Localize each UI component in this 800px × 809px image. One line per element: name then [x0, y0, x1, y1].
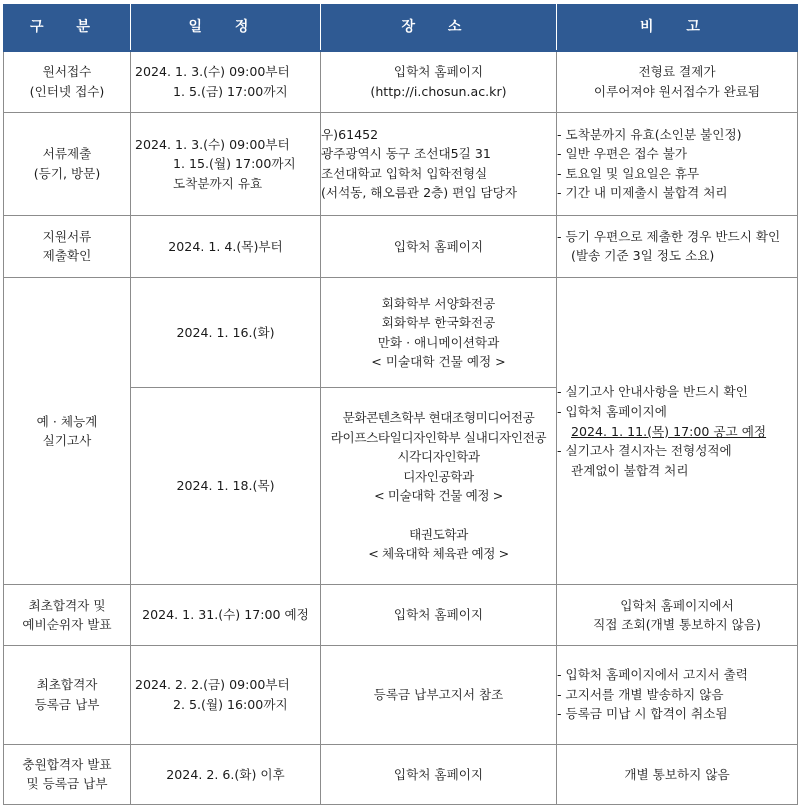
header-place: 장 소 — [321, 5, 557, 52]
category-cell: 최초합격자 등록금 납부 — [4, 645, 131, 744]
table-row-application — [4, 51, 798, 112]
schedule-cell: 2024. 2. 6.(화) 이후 — [131, 744, 321, 804]
place-cell: 입학처 홈페이지 — [321, 585, 557, 645]
category-cell: 지원서류 제출확인 — [4, 215, 131, 277]
place-cell: 문화콘텐츠학부 현대조형미디어전공 라이프스타일디자인학부 실내디자인전공 시각디자인학과 디자인공학과 < 미술대학 건물 예정 > 태권도학과 < 체육대학 체육관 예정 > — [321, 387, 557, 584]
place-cell: 입학처 홈페이지 — [321, 744, 557, 804]
note-cell: - 실기고사 안내사항을 반드시 확인 - 입학처 홈페이지에 2024. 1. 11.(목) 17:00 공고 예정 - 실기고사 결시자는 전형성적에 관계없이 불합격 처리 — [557, 278, 798, 585]
place-cell: 우)61452 광주광역시 동구 조선대5길 31 조선대학교 입학처 입학전형실 (서석동, 해오름관 2층) 편입 담당자 — [321, 112, 557, 215]
place-cell: 입학처 홈페이지 — [321, 215, 557, 277]
schedule-cell: 2024. 2. 2.(금) 09:00부터 2. 5.(월) 16:00까지 — [131, 645, 321, 744]
schedule-cell: 2024. 1. 16.(화) — [131, 278, 321, 388]
note-cell: 전형료 결제가 이루어져야 원서접수가 완료됨 — [557, 51, 798, 112]
admission-schedule-table — [3, 4, 798, 805]
place-cell: 입학처 홈페이지 (http://i.chosun.ac.kr) — [321, 51, 557, 112]
schedule-cell: 2024. 1. 3.(수) 09:00부터 1. 5.(금) 17:00까지 — [131, 51, 321, 112]
table-row-document-submission — [4, 112, 798, 215]
header-category: 구 분 — [4, 5, 131, 52]
schedule-cell: 2024. 1. 3.(수) 09:00부터 1. 15.(월) 17:00까지 도착분까지 유효 — [131, 112, 321, 215]
note-cell: 입학처 홈페이지에서 직접 조회(개별 통보하지 않음) — [557, 585, 798, 645]
category-cell: 충원합격자 발표 및 등록금 납부 — [4, 744, 131, 804]
header-schedule: 일 정 — [131, 5, 321, 52]
category-cell: 예 · 체능계 실기고사 — [4, 278, 131, 585]
category-cell: 원서접수 (인터넷 접수) — [4, 51, 131, 112]
note-cell: - 도착분까지 유효(소인분 불인정) - 일반 우편은 접수 불가 - 토요일 및 일요일은 휴무 - 기간 내 미제출시 불합격 처리 — [557, 112, 798, 215]
table-header-row — [4, 5, 798, 52]
schedule-cell: 2024. 1. 4.(목)부터 — [131, 215, 321, 277]
table-row-document-check — [4, 215, 798, 277]
schedule-cell: 2024. 1. 18.(목) — [131, 387, 321, 584]
table-row-practical-exam-a — [4, 278, 798, 388]
place-cell: 회화학부 서양화전공 회화학부 한국화전공 만화 · 애니메이션학과 < 미술대학 건물 예정 > — [321, 278, 557, 388]
note-cell: - 입학처 홈페이지에서 고지서 출력 - 고지서를 개별 발송하지 않음 - 등록금 미납 시 합격이 취소됨 — [557, 645, 798, 744]
table-row-additional-pass — [4, 744, 798, 804]
header-note: 비 고 — [557, 5, 798, 52]
table-row-first-pass-announcement — [4, 585, 798, 645]
spacer — [321, 506, 556, 525]
place-cell: 등록금 납부고지서 참조 — [321, 645, 557, 744]
schedule-cell: 2024. 1. 31.(수) 17:00 예정 — [131, 585, 321, 645]
note-cell: - 등기 우편으로 제출한 경우 반드시 확인 (발송 기준 3일 정도 소요) — [557, 215, 798, 277]
category-cell: 최초합격자 및 예비순위자 발표 — [4, 585, 131, 645]
note-cell: 개별 통보하지 않음 — [557, 744, 798, 804]
table-row-first-pass-tuition — [4, 645, 798, 744]
category-cell: 서류제출 (등기, 방문) — [4, 112, 131, 215]
